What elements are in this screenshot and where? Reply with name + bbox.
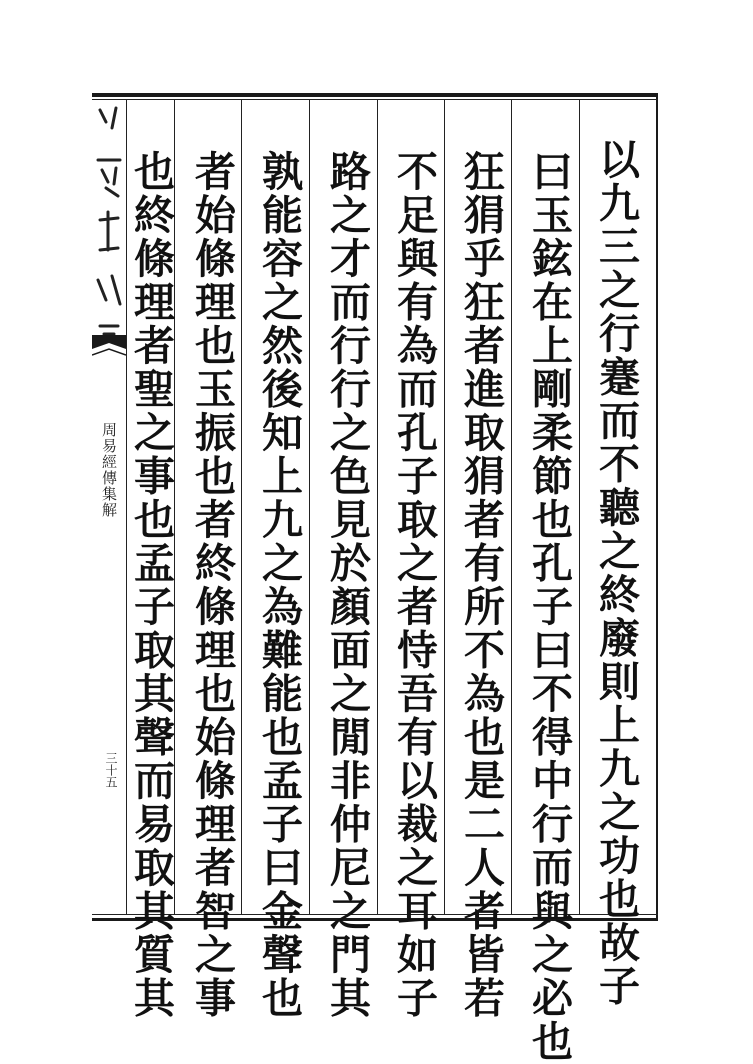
frame-inner-top-rule <box>92 99 658 100</box>
column-rule <box>309 100 310 914</box>
column-rule <box>579 100 580 914</box>
text-column-3: 狂狷乎狂者進取狷者有所不為也是二人者皆若 <box>457 150 505 1020</box>
column-rule <box>377 100 378 914</box>
margin-page-number: 三十五 <box>104 752 118 788</box>
text-column-6: 孰能容之然後知上九之為難能也孟子曰金聲也 <box>255 150 303 1020</box>
text-column-7: 者始條理也玉振也者終條理也始條理者智之事 <box>188 150 236 1020</box>
text-column-2: 曰玉鉉在上剛柔節也孔子曰不得中行而與之必也 <box>525 150 573 1064</box>
column-rule <box>241 100 242 914</box>
text-column-4: 不足與有為而孔子取之者恃吾有以裁之耳如子 <box>390 150 438 1020</box>
margin-book-title: 周易經傳集解 <box>100 422 118 518</box>
fishtail-mark <box>92 335 126 361</box>
column-rule <box>511 100 512 914</box>
text-column-1: 以九三之行蹇而不聽之終廢則上九之功也故子 <box>592 138 640 1008</box>
column-rule <box>444 100 445 914</box>
text-column-8: 也終條理者聖之事也孟子取其聲而易取其質其 <box>127 150 175 1020</box>
margin-glyph-marks <box>92 100 126 340</box>
text-column-5: 路之才而行行之色見於顏面之閒非仲尼之門其 <box>323 150 371 1020</box>
